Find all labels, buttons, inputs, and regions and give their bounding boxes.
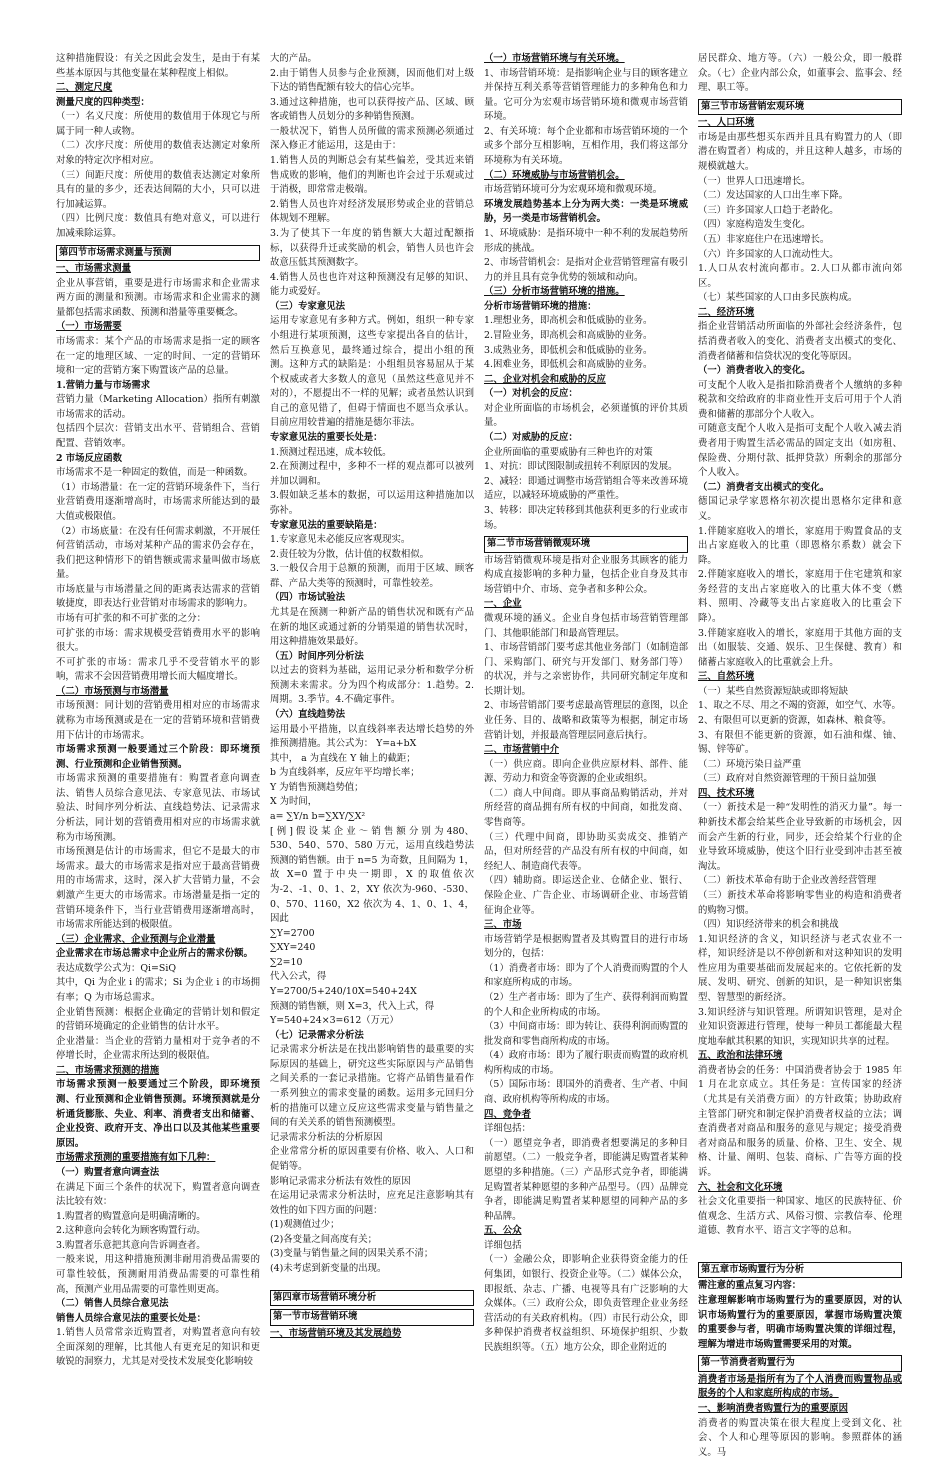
paragraph: 尤其是在预测一种新产品的销售状况和既有产品在新的地区或通过新的分销渠道的销售状况时，用这种措施效果最好。 — [270, 606, 474, 648]
paragraph: b 为直线斜率，反应年平均增长率； — [270, 767, 420, 779]
paragraph: 2.责任较为分散，估计值的权数相似。 — [270, 548, 429, 560]
paragraph: 1、市场营销部门要考虑其他业务部门（如制造部门、采购部门、研究与开发部门、财务部门等）的状况，并与之亲密协作，共同研究制定年度和长期计划。 — [484, 642, 688, 697]
paragraph: 详细包括 — [484, 1239, 522, 1251]
bold-paragraph: 专家意见法的重要缺陷是： — [270, 519, 383, 531]
heading: 六、社会和文化环境 — [698, 1181, 783, 1193]
paragraph: 消费者协会的任务：中国消费者协会于 1985 年 1 月在北京成立。其任务是：宣传国家的经济（尤其是有关消费方面）的方针政策；协助政府主管部门研究和制定保护消费者权益的立法；调查消费者对商品和服务的意见与规定；接受消费者对商品和服务的质量、价格、卫生、安全、规格、计量、阐明、包装、商标、广告等方面的投诉。 — [698, 1064, 902, 1178]
paragraph: Y=540+24×3=612（万元） — [270, 1015, 399, 1027]
paragraph: 1.预测过程迅速，成本较低。 — [270, 446, 392, 458]
paragraph: Y=2700/5+240/10X=540+24X — [270, 986, 417, 997]
heading: 一、市场需求测量 — [56, 263, 132, 275]
paragraph: 3、有限但不能更新的资源，如石油和煤、铀、锡、锌等矿。 — [698, 729, 902, 756]
paragraph: （5）国际市场：即国外的消费者、生产者、中间商、政府机构等所构成的市场。 — [484, 1079, 688, 1106]
paragraph: （三）代理中间商，即协助买卖成交、推销产品，但对所经营的产品没有所有权的中间商，如经纪人、制造商代表等。 — [484, 831, 688, 872]
paragraph: 在满足下面三个条件的状况下，购置者意向调查法比较有效： — [56, 1181, 260, 1208]
paragraph: （一）名义尺度：所使用的数值用于体现它与所属于同一种人或物。 — [56, 111, 260, 137]
bold-paragraph: 企业需求在市场总需求中企业所占的需求份额。 — [56, 948, 253, 960]
paragraph: 市场预测：同计划的营销费用相对应的市场需求就称为市场预测或是在一定的营销环境和营销费用下估计的市场需求。 — [56, 700, 260, 741]
paragraph: 市场预测是估计的市场需求，但它不是最大的市场需求。最大的市场需求是指对应于最高营销费用的市场需求，这时，深入扩大营销力量，不会刺激产生更大的市场需求。市场潜量是指一定的营销环境条件下，当行业营销费用逐渐增高时，市场需求所能达到的极限值。 — [56, 846, 260, 931]
heading: 四、技术环境 — [698, 787, 755, 799]
paragraph: 3.通过这种措施，也可以获得按产品、区域、顾客或销售人员划分的多种销售预测。 — [270, 96, 474, 123]
heading: 市场需求预测的重要措施有如下几种： — [56, 1152, 216, 1164]
bold-paragraph: （六）直线趋势法 — [270, 709, 346, 721]
paragraph: （四）比例尺度：数值具有绝对意义，可以进行加减乘除运算。 — [56, 213, 260, 239]
paragraph: 微观环境的涵义。企业自身包括市场营销管理部门、其他职能部门和最高管理层。 — [484, 612, 688, 639]
bold-paragraph: 注意理解影响市场购置行为的重要原因，对的认识市场购置行为的重要原因，掌握市场购置决策的重要参与者，明确市场购置决策的详细过程，理解为增进市场购置需要采用的对策。 — [698, 1294, 902, 1350]
heading: 一、人口环境 — [698, 117, 755, 129]
paragraph: （4）政府市场：即为了履行职责而购置的政府机构所构成的市场。 — [484, 1050, 688, 1076]
paragraph: 对企业所面临的市场机会，必须谨慎的评价其质量。 — [484, 402, 688, 429]
bold-paragraph: （三）专家意见法 — [270, 300, 346, 312]
section-heading: 第五章市场购置行为分析 — [698, 1262, 902, 1279]
paragraph: 2、有限但可以更新的资源，如森林、粮食等。 — [698, 715, 892, 727]
heading: 二、市场营销中介 — [484, 744, 560, 756]
heading: 一、企业 — [484, 598, 522, 610]
heading: （三）企业需求、企业预测与企业潜量 — [56, 933, 216, 945]
paragraph: 企业从事营销，重要是进行市场需求和企业需求两方面的测量和预测。市场需求和企业需求的测量都包括需求函数、预测和潜量等重要概念。 — [56, 277, 260, 318]
heading: 五、政治和法律环境 — [698, 1050, 783, 1062]
paragraph: 2.冒险业务，即高机会和高威胁的业务。 — [484, 329, 653, 341]
paragraph: 2.这种意向会转化为顾客购置行动。 — [56, 1225, 206, 1237]
paragraph: （四）辅助商。即运送企业、仓储企业、银行、保险企业、广告企业、市场调研企业、市场营销征询企业等。 — [484, 875, 688, 916]
paragraph: （一）金融公众，即影响企业获得资金能力的任何集团，如银行、投资企业等。（二）媒体公众，即报纸、杂志、广播、电视等具有广泛影响的大众媒体。（三）政府公众，即负责管理企业业务经营活动的有关政府机构。（四）市民行动公众，即多种保护消费者权益组织、环境保护组织、少数民族组织等。（五）地方公众，即企业附近的 — [484, 1254, 688, 1353]
paragraph: 1.知识经济的含义，知识经济与老式农业不一样，知识经济是以不停创新和对这种知识的发明性应用为重要基础而发展起来的。它依托新的发展、发明、研究、创新的知识，是一种知识密集型、智慧型的新经济。 — [698, 933, 902, 1003]
paragraph: 市场需求不是一种固定的数值，而是一种函数。 — [56, 467, 253, 479]
paragraph: 这种措施假设：有关之因此会发生，是由于有某些基本原因与其他变量在某种程度上相似。 — [56, 53, 260, 79]
paragraph: X 为时间， — [270, 796, 318, 808]
section-heading: 第四章市场营销环境分析 — [270, 1290, 474, 1307]
paragraph: a= ∑Y/n b=∑XY/∑X² — [270, 811, 366, 823]
bold-paragraph: 市场需求预测一般要通过三个阶段，即环境预测、行业预测和企业销售预测。环境预测就是分析通货膨胀、失业、利率、消费者支出和储蓄、企业投资、政府开支、净出口以及其他某些重要原因。 — [56, 1079, 260, 1149]
bold-paragraph: 环境发展趋势基本上分为两大类：一类是环境威胁，另一类是市场营销机会。 — [484, 198, 688, 225]
paragraph: （一）愿望竞争者，即消费者想要满足的多种目前愿望。（二）一般竞争者，即能满足购置者某种愿望的多种措施。（三）产品形式竞争者，即能满足购置者某种愿望的多种产品型号。（四）品牌竞争者，即能满足购置者某种愿望的同种产品的多种品牌。 — [484, 1137, 688, 1222]
paragraph: 1.理想业务，即高机会和低威胁的业务。 — [484, 315, 653, 327]
paragraph: （五）非家庭住户在迅速增长。 — [698, 233, 830, 245]
paragraph: 可随意支配个人收入是指可支配个人收入减去消费者用于购置生活必需品的固定支出（如房租、保险费、分期付款、抵押贷款）所剩余的那部分个人收入。 — [698, 423, 902, 479]
paragraph: 3.伴随家庭收入的增长，家庭用于其他方面的支出（如服装、交通、娱乐、卫生保健、教育）和储蓄占家庭收入的比重就会上升。 — [698, 627, 902, 668]
section-heading: 第四节市场需求测量与预测 — [56, 245, 260, 262]
paragraph: （三）新技术革命将影响零售业的构造和消费者的购物习惯。 — [698, 889, 902, 916]
paragraph: 市场营销环境可分为宏观环境和微观环境。 — [484, 184, 663, 196]
paragraph: 表达成数学公式为：Qi=SiQ — [56, 962, 177, 974]
bold-paragraph: 1.营销力量与市场需求 — [56, 379, 151, 391]
paragraph: 2、减轻：即通过调整市场营销组合等来改善环境适应，以减轻环境威胁的严重性。 — [484, 475, 688, 502]
section-heading: 第三节市场营销宏观环境 — [698, 99, 902, 116]
paragraph: 1.伴随家庭收入的增长，家庭用于购置食品的支出占家庭收入的比重（即恩格尔系数）就会下降。 — [698, 525, 902, 566]
heading: 四、竞争者 — [484, 1108, 531, 1120]
heading: 消费者市场是指所有为了个人消费而购置物品或服务的个人和家庭所构成的市场。 — [698, 1373, 902, 1400]
paragraph: 一般来说，用这种措施预测非耐用消费品需要的可靠性较低，预测耐用消费品需要的可靠性稍高，预测产业用品需要的可靠性则更高。 — [56, 1254, 260, 1295]
paragraph: 4.销售人员也也许对这种预测没有足够的知识、能力或爱好。 — [270, 271, 474, 298]
paragraph: 德国记录学家恩格尔初次提出恩格尔定律和意义。 — [698, 496, 902, 522]
paragraph: (2)各变量之间高度有关； — [270, 1233, 378, 1245]
bold-paragraph: 专家意见法的重要长处是： — [270, 432, 383, 444]
paragraph: （三）间距尺度：所使用的数值表达测定对象所具有的量的多少，还表达间隔的大小，只可以进行加减运算。 — [56, 169, 260, 210]
bold-paragraph: 分析市场营销环境的措施： — [484, 300, 597, 312]
paragraph: （一）世界人口迅速增长。 — [698, 175, 811, 187]
section-heading: 第一节消费者购置行为 — [698, 1355, 902, 1372]
paragraph: 运用专家意见有多种方式。例如，组织一种专家小组进行某项预测，这些专家提出各自的估计，然后互换意见，最终通过综合，提出小组的预测。这种方式的缺陷是：小组组员容易屈从于某个权威或者大多数人的意见（虽然这些意见并不对的），不愿提出不一样的见解；或者虽然认识到自己的意见错了，但碍于情面也不愿当众承认。目前应用较普遍的措施是德尔菲法。 — [270, 315, 474, 429]
paragraph: 3.知识经济与知识管理。所谓知识管理，是对企业知识资源进行管理，使每一种员工都能最大程度地奉献其积累的知识，实现知识共享的过程。 — [698, 1006, 902, 1047]
paragraph: （2）生产者市场：即为了生产、获得利润而购置的个人和企业所构成的市场。 — [484, 992, 688, 1018]
paragraph: 可扩张的市场：需求规模受营销费用水平的影响很大。 — [56, 627, 260, 654]
paragraph: 2.由于销售人员参与企业预测，因而他们对上级下达的销售配额有较大的信心完毕。 — [270, 67, 474, 94]
paragraph: 1.专家意见未必能反应客观现实。 — [270, 534, 411, 546]
heading: （二）环境威胁与市场营销机会。 — [484, 169, 625, 181]
text-column-3 — [484, 52, 688, 1460]
paragraph: 1、市场营销环境：是指影响企业与目的顾客建立并保持互利关系等营销管理能力的多种角色和力量。它可分为宏观市场营销环境和微观市场营销环境。 — [484, 67, 688, 123]
paragraph: 以过去的资料为基础，运用记录分析和数学分析预测未来需求。分为四个构成部分：1.趋势。2.周期。3.季节。4.不确定事件。 — [270, 665, 474, 706]
paragraph: 2、市场营销机会：是指对企业营销管理富有吸引力的并且具有竞争优势的领域和动向。 — [484, 257, 688, 283]
paragraph: 市场是由那些想买东西并且具有购置力的人（即潜在购置者）构成的，并且这种人越多，市场的规模就越大。 — [698, 131, 902, 173]
paragraph: (3)变量与销售量之间的因果关系不清； — [270, 1248, 434, 1260]
paragraph: 市场有可扩张的和不可扩张的之分： — [56, 612, 207, 624]
paragraph: （一）某些自然资源短缺或即将短缺 — [698, 685, 849, 697]
paragraph: 3.假如缺乏基本的数据，可以运用这种措施加以弥补。 — [270, 490, 474, 516]
paragraph: 1、环境威胁：是指环境中一种不利的发展趋势所形成的挑战。 — [484, 227, 688, 254]
paragraph: (1)观测值过少； — [270, 1219, 340, 1231]
paragraph: 记录需求分析法是在找出影响销售的最重要的实际原因的基础上，研究这些实际原因与产品销售之间关系的一套记录措施。它将产品销售量看作一系列独立的需求变量的函数。运用多元回归分析的措施可以建立反应这些需求变量与销售量之间的有关关系的销售预测模型。 — [270, 1044, 474, 1129]
paragraph: 可支配个人收入是指扣除消费者个人缴纳的多种税款和交给政府的非商业性开支后可用于个人消费和储蓄的那部分个人收入。 — [698, 379, 902, 420]
paragraph: [ 例 ] 假 设 某 企 业 ～ 销 售 额 分 别 为 480、530、540、570、580 万元，运用直线趋势法预测的销售额。由于 n=5 为奇数，且间隔为 1，故 X=0 置于中央一期即，X 的取值依次为-2、-1、0、1、2，XY 依次为-960、-530、0、570、1160，X2 依次为 4、1、0、1、4，因此 — [270, 825, 474, 925]
spacer — [698, 1249, 902, 1259]
paragraph: 市场营销微观环境是指对企业服务其顾客的能力构成直接影响的多种力量，包括企业自身及其市场营销中介、市场、竞争者和多种公众。 — [484, 554, 688, 595]
paragraph: 4.困难业务，即低机会和高威胁的业务。 — [484, 359, 653, 371]
paragraph: （三）政府对自然资源管理的干预日益加强 — [698, 773, 877, 785]
paragraph: （3）中间商市场：即为转让、获得利润而购置的批发商和零售商所构成的市场。 — [484, 1021, 688, 1047]
paragraph: 代入公式，得 — [270, 971, 327, 983]
heading: 二、市场需求预测的措施 — [56, 1064, 160, 1076]
paragraph: 市场需求预测的重要措施有：购置者意向调查法、销售人员综合意见法、专家意见法、市场试验法、时间序列分析法、直线趋势法、记录需求分析法，同计划的营销费用相对应的市场需求就称为市场预测。 — [56, 773, 260, 843]
paragraph: 企业潜量：当企业的营销力量相对于竞争者的不停增长时，企业需求所达到的极限值。 — [56, 1035, 260, 1062]
spacer — [698, 1239, 902, 1249]
paragraph: 社会文化重要指一种国家、地区的民族特征、价值观念、生活方式、风俗习惯、宗教信奉、伦理道德、教育水平、语言文字等的总和。 — [698, 1196, 902, 1237]
paragraph: ∑XY=240 — [270, 942, 316, 954]
heading: （二）市场预测与市场潜量 — [56, 685, 169, 697]
paragraph: （二）新技术革命有助于企业改善经营管理 — [698, 875, 877, 887]
paragraph: (4)未考虑到新变量的出现。 — [270, 1262, 387, 1274]
heading: （三）分析市场营销环境的措施。 — [484, 286, 625, 298]
heading: 三、自然环境 — [698, 671, 755, 683]
paragraph: ∑2=10 — [270, 956, 303, 968]
paragraph: Y 为销售预测趋势值； — [270, 781, 364, 793]
paragraph: ∑Y=2700 — [270, 927, 315, 939]
paragraph: 市场底量与市场潜量之间的距离表达需求的营销敏捷度，即表达行业营销对市场需求的影响力。 — [56, 583, 260, 610]
paragraph: （二）发达国家的人口出生率下降。 — [698, 190, 849, 202]
section-heading: 第一节市场营销环境 — [270, 1309, 474, 1326]
paragraph: 消费者的购置决策在很大程度上受到文化、社会、个人和心理等原因的影响。参照群体的涵义。马 — [698, 1417, 902, 1458]
text-column-2 — [270, 52, 474, 1460]
paragraph: 2.在预测过程中，多种不一样的观点都可以被列并加以调和。 — [270, 461, 474, 487]
paragraph: 预测的销售额，则 X=3，代入上式，得 — [270, 1000, 435, 1012]
paragraph: 1、对抗：即试图限制或扭转不利原因的发展。 — [484, 461, 678, 473]
heading: 二、经济环境 — [698, 306, 755, 318]
bold-paragraph: （一）购置者意向调查法 — [56, 1166, 160, 1178]
paragraph: （1）消费者市场：即为了个人消费而购置的个人和家庭所构成的市场。 — [484, 962, 688, 989]
paragraph: 3.一般仅合用于总额的预测，而用于区域、顾客群、产品大类等的预测时，可靠性较差。 — [270, 563, 474, 589]
paragraph: （四）知识经济带来的机会和挑战 — [698, 919, 839, 931]
paragraph: 营销力量（Marketing Allocation）指所有刺激市场需求的活动。 — [56, 394, 260, 420]
bold-paragraph: （二）销售人员综合意见法 — [56, 1298, 169, 1310]
paragraph: （一）供应商。即向企业供应原材料、部件、能源、劳动力和资金等资源的企业或组织。 — [484, 758, 688, 785]
heading: 一、市场营销环境及其发展趋势 — [270, 1327, 402, 1339]
paragraph: 2、市场营销部门要考虑最高管理层的意图，以企业任务、目的、战略和政策等为根据，制定市场营销计划，并报最高管理层同意后执行。 — [484, 700, 688, 741]
paragraph: 企业所面临的重要威胁有三种也许的对策 — [484, 446, 653, 458]
heading: 二、企业对机会和威胁的反应 — [484, 373, 606, 385]
paragraph: 市场需求：某个产品的市场需求是指一定的顾客在一定的地理区域、一定的时间、一定的营销环境和一定的营销方案下购置该产品的总量。 — [56, 335, 260, 377]
bold-paragraph: 销售人员综合意见法的重要长处是： — [56, 1312, 207, 1324]
paragraph: 包括四个层次：营销支出水平、营销组合、营销配置、营销效率。 — [56, 423, 260, 450]
paragraph: 市场营销学是根据购置者及其购置目的进行市场划分的，包括： — [484, 933, 688, 960]
paragraph: 1.销售人员常常亲近购置者，对购置者意向有较全面深刻的理解，比其他人有更充足的知识和更敏锐的洞察力，尤其是对受技术发展变化影响较 — [56, 1327, 260, 1368]
text-column-4 — [698, 52, 902, 1460]
paragraph: 3、转移：即决定转移到其他获利更多的行业或市场。 — [484, 504, 688, 531]
paragraph: （七）某些国家的人口由多民族构成。 — [698, 292, 858, 304]
paragraph: （二）商人中间商。即从事商品购销活动，并对所经营的商品拥有所有权的中间商，如批发商、零售商等。 — [484, 787, 688, 829]
paragraph: 3.购置者乐意把其意向告诉调查者。 — [56, 1239, 206, 1251]
heading: 一、影响消费者购置行为的重要原因 — [698, 1403, 849, 1415]
paragraph: 不可扩张的市场：需求几乎不受营销水平的影响，需求不会因营销费用增长而大幅度增长。 — [56, 656, 260, 683]
bold-paragraph: （五）时间序列分析法 — [270, 650, 364, 662]
paragraph: 3.为了使其下一年度的销售额大大超过配额指标，以获得升迁或奖励的机会，销售人员也许会故意压低其预测数字。 — [270, 227, 474, 269]
paragraph: 居民群众、地方等。（六）一般公众，即一般群众。（七）企业内部公众，如董事会、监事会、经理、职工等。 — [698, 53, 902, 94]
bold-paragraph: （四）市场试验法 — [270, 592, 346, 604]
paragraph: （二）环境污染日益严重 — [698, 758, 802, 770]
paragraph: 其中，Qi 为企业 i 的需求；Si 为企业 i 的市场拥有率；Q 为市场总需求。 — [56, 977, 260, 1003]
paragraph: 运用最小平措施，以直线斜率表达增长趋势的外推预测措施。其公式为： Y=a+bX — [270, 723, 474, 750]
paragraph: 1.销售人员的判断总会有某些偏差，受其近来销售成败的影响，他们的判断也许会过于乐观或过于消极，即常常走极端。 — [270, 155, 474, 196]
paragraph: 影响记录需求分析法有效性的原因 — [270, 1175, 411, 1187]
heading: 五、公众 — [484, 1225, 522, 1237]
paragraph: 其中， a 为直线在 Y 轴上的截距； — [270, 752, 416, 764]
paragraph: 1.人口从农村流向都市。2.人口从都市流向郊区。 — [698, 263, 902, 289]
paragraph: 大的产品。 — [270, 53, 317, 64]
paragraph: （四）家庭构造发生变化。 — [698, 219, 811, 231]
bold-paragraph: （一）对机会的反应： — [484, 388, 578, 400]
paragraph: 1、取之不尽、用之不竭的资源，如空气、水等。 — [698, 700, 901, 712]
paragraph: （1）市场潜量：在一定的营销环境条件下，当行业营销费用逐渐增高时，市场需求所能达到的最大值或极限值。 — [56, 481, 260, 522]
bold-paragraph: 市场需求预测一般要通过三个阶段：即环境预测、行业预测和企业销售预测。 — [56, 744, 260, 770]
paragraph: （2）市场底量：在没有任何需求刺激，不开展任何营销活动，市场对某种产品的需求仍会存在，我们把这种情形下的销售额或需求量叫做市场底量。 — [56, 525, 260, 581]
heading: 三、市场 — [484, 919, 522, 931]
paragraph: （六）许多国家的人口流动性大。 — [698, 248, 839, 260]
bold-paragraph: （二）对威胁的反应： — [484, 432, 578, 444]
bold-paragraph: （二）消费者支出模式的变化。 — [698, 481, 830, 493]
spacer — [270, 1277, 474, 1287]
bold-paragraph: （七）记录需求分析法 — [270, 1029, 364, 1041]
bold-paragraph: 需注意的重点复习内容： — [698, 1280, 802, 1292]
paragraph: （一）新技术是一种“发明性的消灭力量”。每一种新技术都会给某些企业导致新的市场机会，因而会产生新的行业，同步，还会给某个行业的企业导致环境威胁，使这个旧行业受到冲击甚至被淘汰。 — [698, 802, 902, 872]
section-heading: 第二节市场营销微观环境 — [484, 536, 688, 553]
paragraph: 3.成熟业务，即低机会和低威胁的业务。 — [484, 344, 653, 356]
heading: （一）市场需要 — [56, 321, 122, 333]
text-column-1 — [56, 52, 260, 1460]
heading: 二、测定尺度 — [56, 82, 113, 94]
paragraph: 在运用记录需求分析法时，应充足注意影响其有效性的如下四方面的问题： — [270, 1190, 474, 1216]
paragraph: 2、有关环境：每个企业都和市场营销环境的一个或多个部分互相影响，互相作用，我们将这部分环境称为有关环境。 — [484, 125, 688, 167]
bold-paragraph: （一）消费者收入的变化。 — [698, 365, 811, 377]
paragraph: 2.伴随家庭收入的增长，家庭用于住宅建筑和家务经营的支出占家庭收入的比重大体不变（燃料、照明、冷藏等支出占家庭收入的比重会下降）。 — [698, 569, 902, 624]
bold-paragraph: 2 市场反应函数 — [56, 452, 123, 464]
paragraph: （三）许多国家人口趋于老龄化。 — [698, 204, 839, 216]
paragraph: 企业常常分析的原因重要有价格、收入、人口和促销等。 — [270, 1146, 474, 1172]
paragraph: （二）次序尺度：所使用的数值表达测定对象所对象的特定次序相对应。 — [56, 140, 260, 167]
paragraph: 2.销售人员也许对经济发展形势或企业的营销总体规划不理解。 — [270, 198, 474, 225]
paragraph: 记录需求分析法的分析原因 — [270, 1131, 383, 1143]
paragraph: 指企业营销活动所面临的外部社会经济条件，包括消费者收入的变化、消费者支出模式的变化、消费者储蓄和信贷状况的变化等原因。 — [698, 321, 902, 362]
heading: （一）市场营销环境与有关环境。 — [484, 53, 625, 64]
paragraph: 1.购置者的购置意向是明确清晰的。 — [56, 1210, 206, 1222]
paragraph: 一般状况下，销售人员所做的需求预测必须通过深入修正才能运用，这是由于： — [270, 125, 474, 152]
paragraph: 详细包括： — [484, 1123, 531, 1135]
bold-paragraph: 测量尺度的四种类型： — [56, 96, 150, 108]
paragraph: 企业销售预测：根据企业确定的营销计划和假定的营销环境确定的企业销售的估计水平。 — [56, 1006, 260, 1033]
